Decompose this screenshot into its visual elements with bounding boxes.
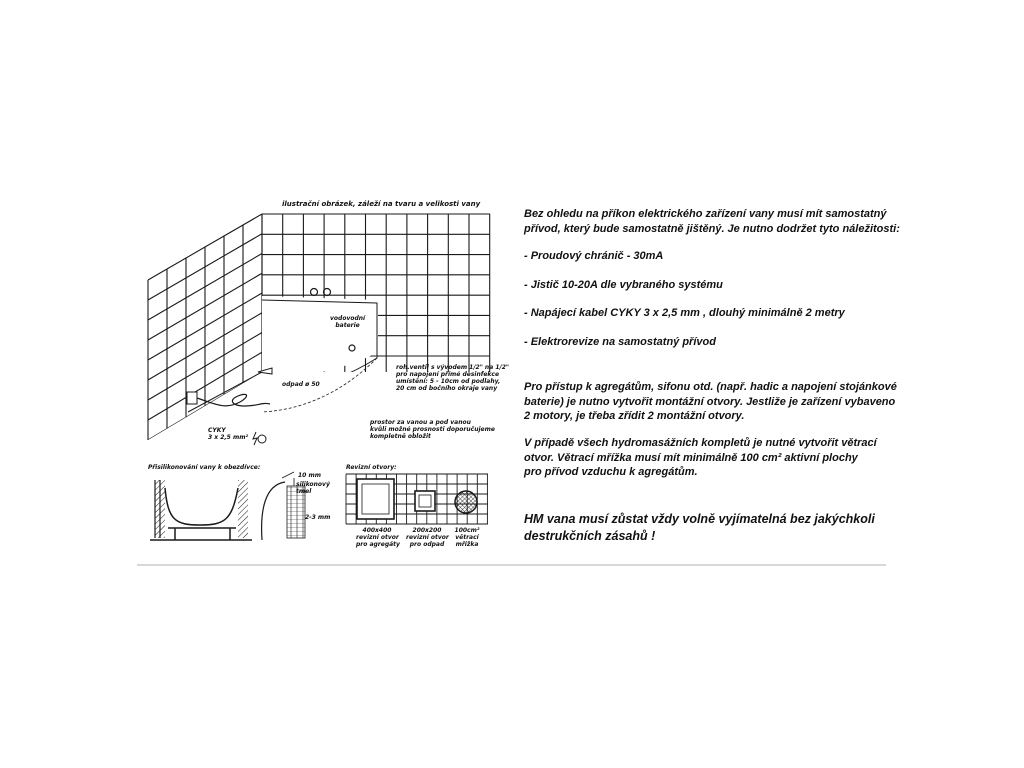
opening-label-400: 400x400 revizní otvor pro agregáty xyxy=(356,527,400,548)
battery-label: vodovodní baterie xyxy=(330,315,366,329)
bathtub-area xyxy=(262,296,378,382)
silicone-material-label: silikonový tmel xyxy=(296,481,330,495)
access-paragraph: Pro přístup k agregátům, sifonu otd. (např. hadic a napojení stojánkové baterie) je nutno vytvořit montážní otvory. Jestliže je zařízení vybaveno 2 motory, je třeba zřídit 2 montážní otvory. xyxy=(524,381,897,422)
siliconing-title: Přisilikonování vany k obezdívce: xyxy=(148,464,261,471)
cable-label: CYKY 3 x 2,5 mm² xyxy=(208,427,249,441)
space-note: prostor za vanou a pod vanou kvůli možné prosnosti doporučujeme kompletně obložit xyxy=(370,419,495,440)
requirement-revision: - Elektrorevize na samostatný přívod xyxy=(524,336,716,348)
silicone-arrow xyxy=(282,472,294,486)
revision-title: Revizní otvory: xyxy=(346,464,397,471)
silicone-curve xyxy=(262,482,285,540)
valve-note: roh.ventil s vývodem 1/2" na 1/2" pro napojení přímé desinfekce umístění: 5 - 10cm od podlahy, 20 cm od bočního okraje vany xyxy=(396,364,510,392)
intro-paragraph: Bez ohledu na příkon elektrického zařízení vany musí mít samostatný přívod, který bude samostatně jištěný. Je nutno dodržet tyto náležitosti: xyxy=(524,208,900,235)
faucet-knob-left xyxy=(311,289,318,296)
opening-label-vent: 100cm² větrací mřížka xyxy=(454,527,480,548)
drain-label: odpad ø 50 xyxy=(282,381,320,388)
requirement-cable: - Napájecí kabel CYKY 3 x 2,5 mm , dlouhý minimálně 2 metry xyxy=(524,307,845,319)
opening-label-200: 200x200 revizní otvor pro odpad xyxy=(406,527,449,548)
warning-paragraph: HM vana musí zůstat vždy volně vyjímatelná bez jakýchkoli destrukčních zásahů ! xyxy=(524,512,875,543)
tub-profile xyxy=(165,488,238,525)
opening-400x400 xyxy=(357,479,394,519)
electrical-box xyxy=(187,392,197,404)
vent-grille xyxy=(455,491,477,513)
diagram-caption: ilustrační obrázek, záleží na tvaru a velikosti vany xyxy=(282,200,481,208)
opening-200x200 xyxy=(415,491,435,511)
requirement-rcd: - Proudový chránič - 30mA xyxy=(524,250,664,262)
silicone-size-label: 10 mm xyxy=(298,472,321,479)
requirement-breaker: - Jistič 10-20A dle vybraného systému xyxy=(524,279,723,291)
tub-base xyxy=(168,528,236,540)
silicone-detail xyxy=(150,480,285,540)
vent-paragraph: V případě všech hydromasážních kompletů je nutné vytvořit větrací otvor. Větrací mřížka musí mít minimálně 100 cm² aktivní plochy pro přívod vzduchu k agregátům. xyxy=(524,437,877,478)
silicone-gap-label: 2-3 mm xyxy=(305,514,331,521)
